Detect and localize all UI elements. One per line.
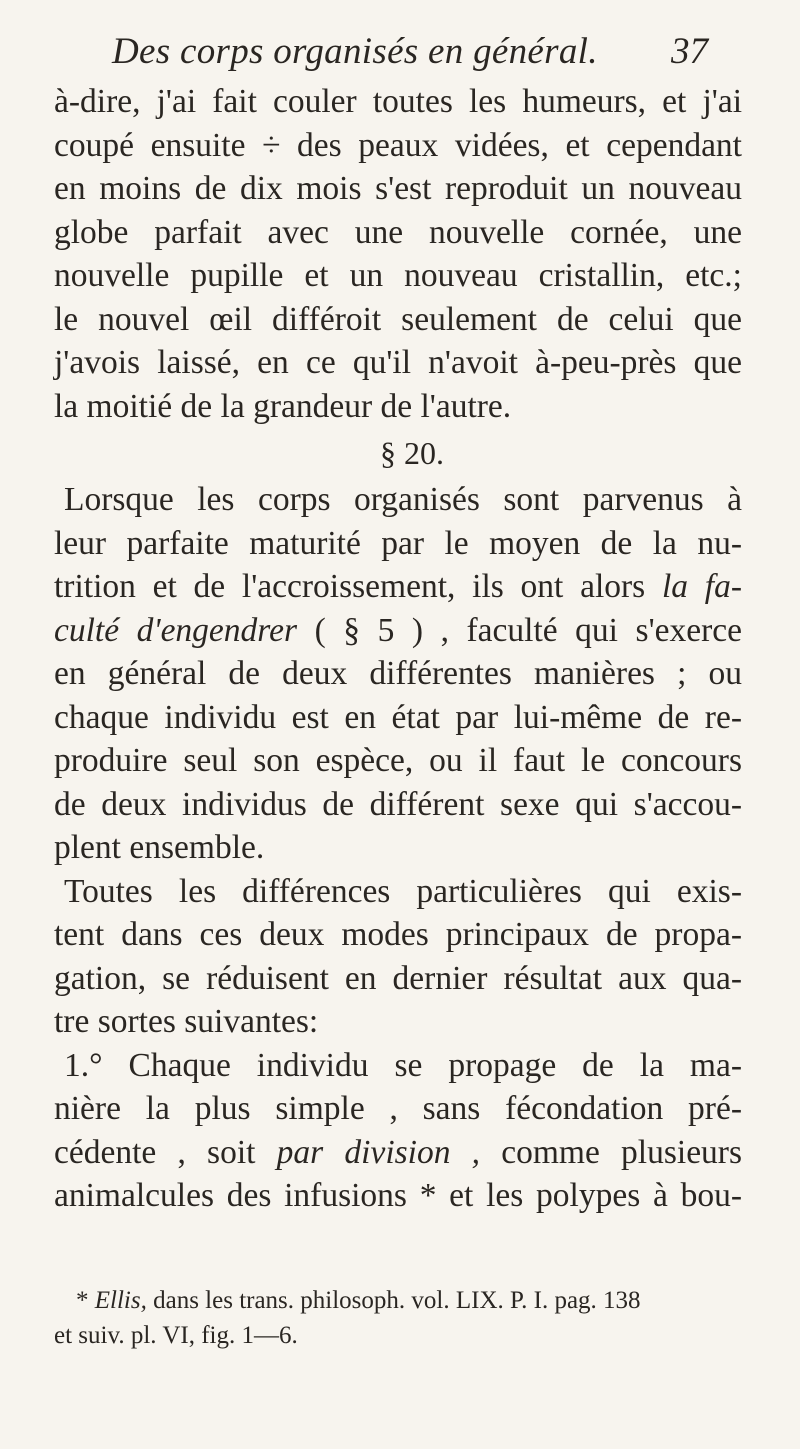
footnote-marker: * bbox=[76, 1287, 95, 1314]
section-heading: § 20. bbox=[380, 435, 444, 471]
body-text bbox=[54, 80, 742, 1218]
text-line: gation, se réduisent en dernier résultat aux qua- bbox=[54, 959, 742, 997]
text-line: Lorsque les corps organisés sont parvenus à bbox=[64, 481, 742, 518]
text-line: tent dans ces deux modes principaux de propa- bbox=[54, 916, 742, 953]
text-line: nouvelle pupille et un nouveau cristallin, etc.; bbox=[54, 257, 742, 294]
text-line: de deux individus de différent sexe qui s'accou- bbox=[54, 785, 742, 823]
italic-phrase: par division , bbox=[276, 1133, 481, 1171]
text-line: animalcules des infusions * et les polypes à bou- bbox=[54, 1177, 742, 1214]
italic-phrase: culté d'engendrer bbox=[54, 611, 298, 649]
footnote-line: et suiv. pl. VI, fig. 1—6. bbox=[54, 1322, 298, 1349]
text-line: Toutes les différences particulières qui exis- bbox=[64, 872, 742, 910]
italic-phrase: la fa- bbox=[661, 568, 742, 605]
text-line: coupé ensuite ÷ des peaux vidées, et cependant bbox=[54, 126, 742, 164]
text-line: 1.° Chaque individu se propage de la ma- bbox=[64, 1046, 742, 1084]
text-line: plent ensemble. bbox=[54, 829, 265, 866]
text-line: à-dire, j'ai fait couler toutes les humeurs, et j'ai bbox=[54, 83, 742, 120]
text-run: ( § 5 ) , faculté qui s'exerce bbox=[297, 611, 742, 649]
page-header bbox=[0, 26, 800, 76]
text-line bbox=[54, 1131, 742, 1175]
text-line: nière la plus simple , sans fécondation pré- bbox=[54, 1090, 742, 1127]
text-line: chaque individu est en état par lui-même de re- bbox=[54, 698, 742, 736]
page-number: 37 bbox=[671, 31, 708, 72]
footnote bbox=[54, 1283, 742, 1353]
text-line: tre sortes suivantes: bbox=[54, 1003, 319, 1040]
text-line: en moins de dix mois s'est reproduit un nouveau bbox=[54, 170, 742, 207]
text-line bbox=[54, 565, 742, 609]
text-line: la moitié de la grandeur de l'autre. bbox=[54, 387, 512, 425]
text-line: leur parfaite maturité par le moyen de la nu- bbox=[54, 524, 742, 562]
text-line bbox=[54, 609, 742, 653]
footnote-line bbox=[54, 1283, 742, 1318]
text-line: en général de deux différentes manières ; ou bbox=[54, 655, 742, 692]
text-run: cédente , soit bbox=[54, 1133, 277, 1171]
text-line: j'avois laissé, en ce qu'il n'avoit à-peu-près que bbox=[54, 344, 742, 381]
text-line: produire seul son espèce, ou il faut le concours bbox=[54, 742, 742, 779]
text-run: dans les trans. philosoph. vol. LIX. P. I. pag. 138 bbox=[146, 1287, 641, 1314]
text-line: globe parfait avec une nouvelle cornée, une bbox=[54, 213, 742, 251]
text-run: trition et de l'accroissement, ils ont alors bbox=[54, 568, 662, 605]
text-line: le nouvel œil différoit seulement de celui que bbox=[54, 300, 742, 338]
text-run: comme plusieurs bbox=[480, 1133, 743, 1171]
footnote-author: Ellis, bbox=[94, 1287, 147, 1314]
running-title: Des corps organisés en général. bbox=[112, 31, 598, 72]
